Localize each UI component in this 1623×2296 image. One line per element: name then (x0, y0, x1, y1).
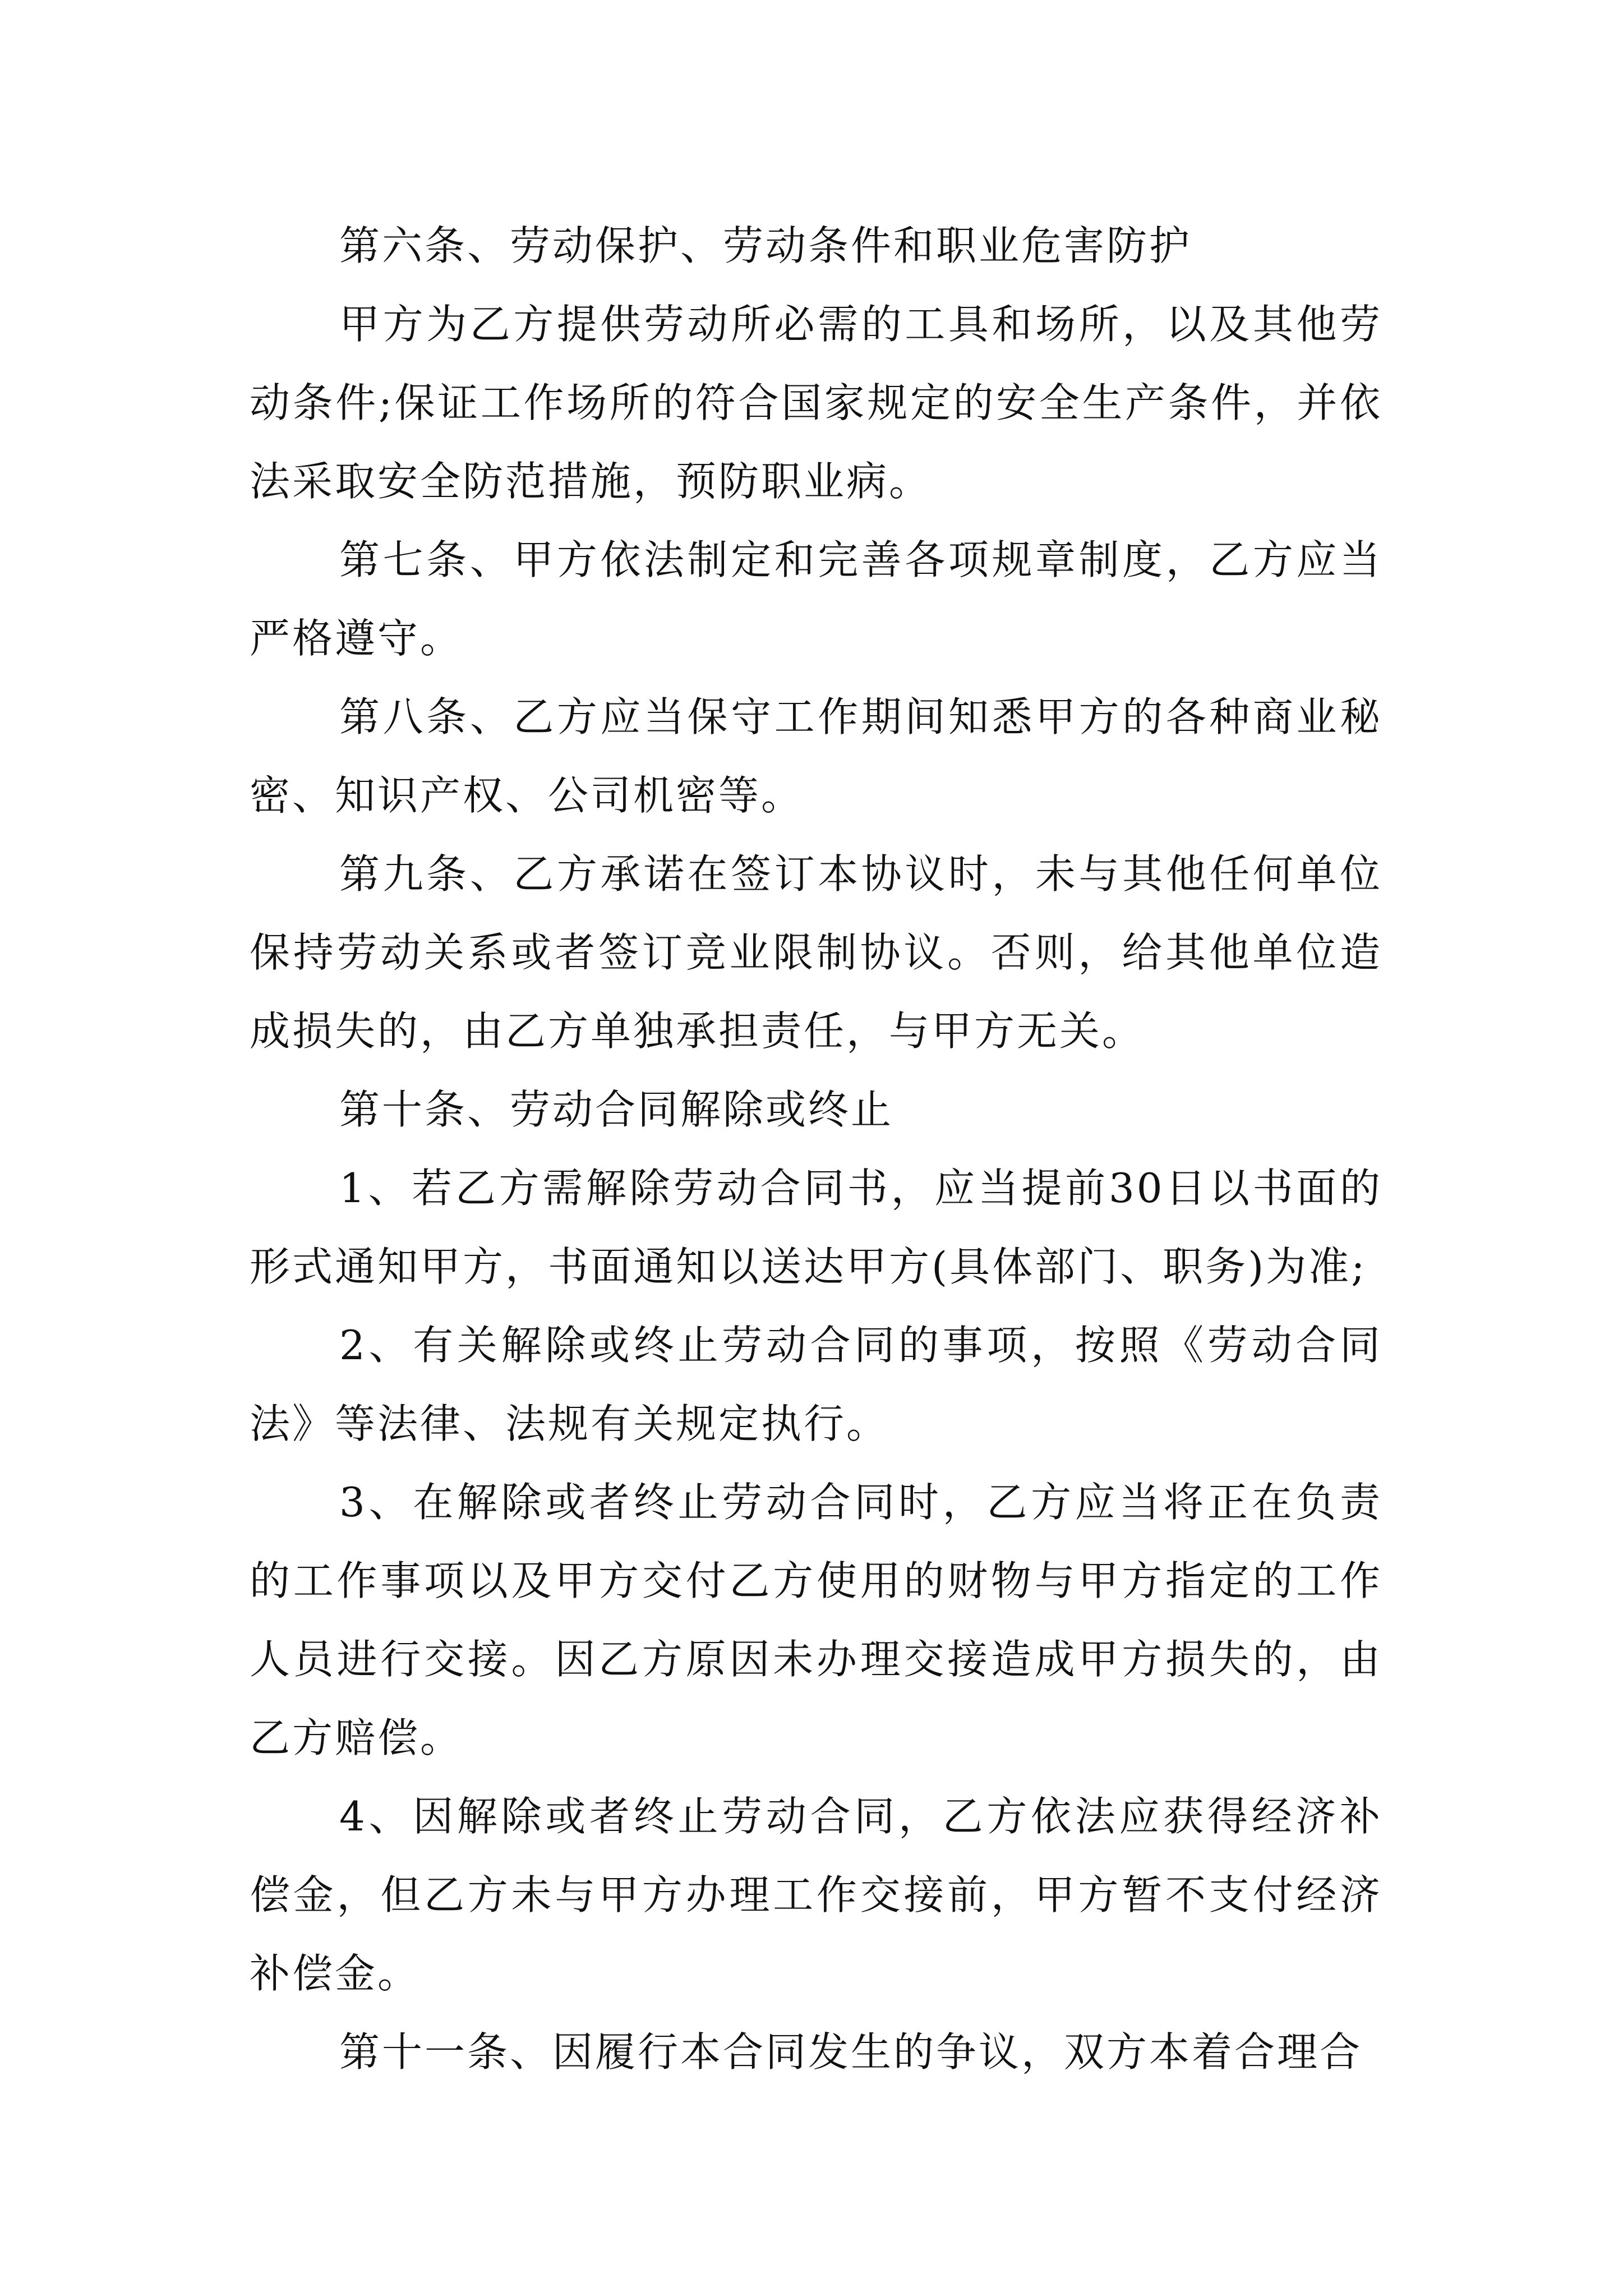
article-10-item-1: 1、若乙方需解除劳动合同书，应当提前30日以书面的形式通知甲方，书面通知以送达甲方(具体部门、职务)为准; (250, 1165, 1382, 1290)
article-10-heading: 第十条、劳动合同解除或终止 (339, 1086, 894, 1133)
article-10-item-3: 3、在解除或者终止劳动合同时，乙方应当将正在负责的工作事项以及甲方交付乙方使用的财物与甲方指定的工作人员进行交接。因乙方原因未办理交接造成甲方损失的，由乙方赔偿。 (250, 1479, 1382, 1761)
article-9-text: 第九条、乙方承诺在签订本协议时，未与其他任何单位保持劳动关系或者签订竞业限制协议。否则，给其他单位造成损失的，由乙方单独承担责任，与甲方无关。 (250, 850, 1382, 1055)
article-11-text: 第十一条、因履行本合同发生的争议，双方本着合理合 (339, 2028, 1363, 2076)
article-8-text: 第八条、乙方应当保守工作期间知悉甲方的各种商业秘密、知识产权、公司机密等。 (250, 693, 1382, 819)
article-10-item-4: 4、因解除或者终止劳动合同，乙方依法应获得经济补偿金，但乙方未与甲方办理工作交接前，甲方暂不支付经济补偿金。 (250, 1793, 1382, 1997)
document-body (250, 206, 1382, 2091)
article-6-text: 甲方为乙方提供劳动所必需的工具和场所，以及其他劳动条件;保证工作场所的符合国家规定的安全生产条件，并依法采取安全防范措施，预防职业病。 (250, 301, 1382, 505)
article-6-heading: 第六条、劳动保护、劳动条件和职业危害防护 (339, 222, 1192, 269)
article-7-text: 第七条、甲方依法制定和完善各项规章制度，乙方应当严格遵守。 (250, 536, 1382, 662)
article-10-item-2: 2、有关解除或终止劳动合同的事项，按照《劳动合同法》等法律、法规有关规定执行。 (250, 1322, 1382, 1447)
